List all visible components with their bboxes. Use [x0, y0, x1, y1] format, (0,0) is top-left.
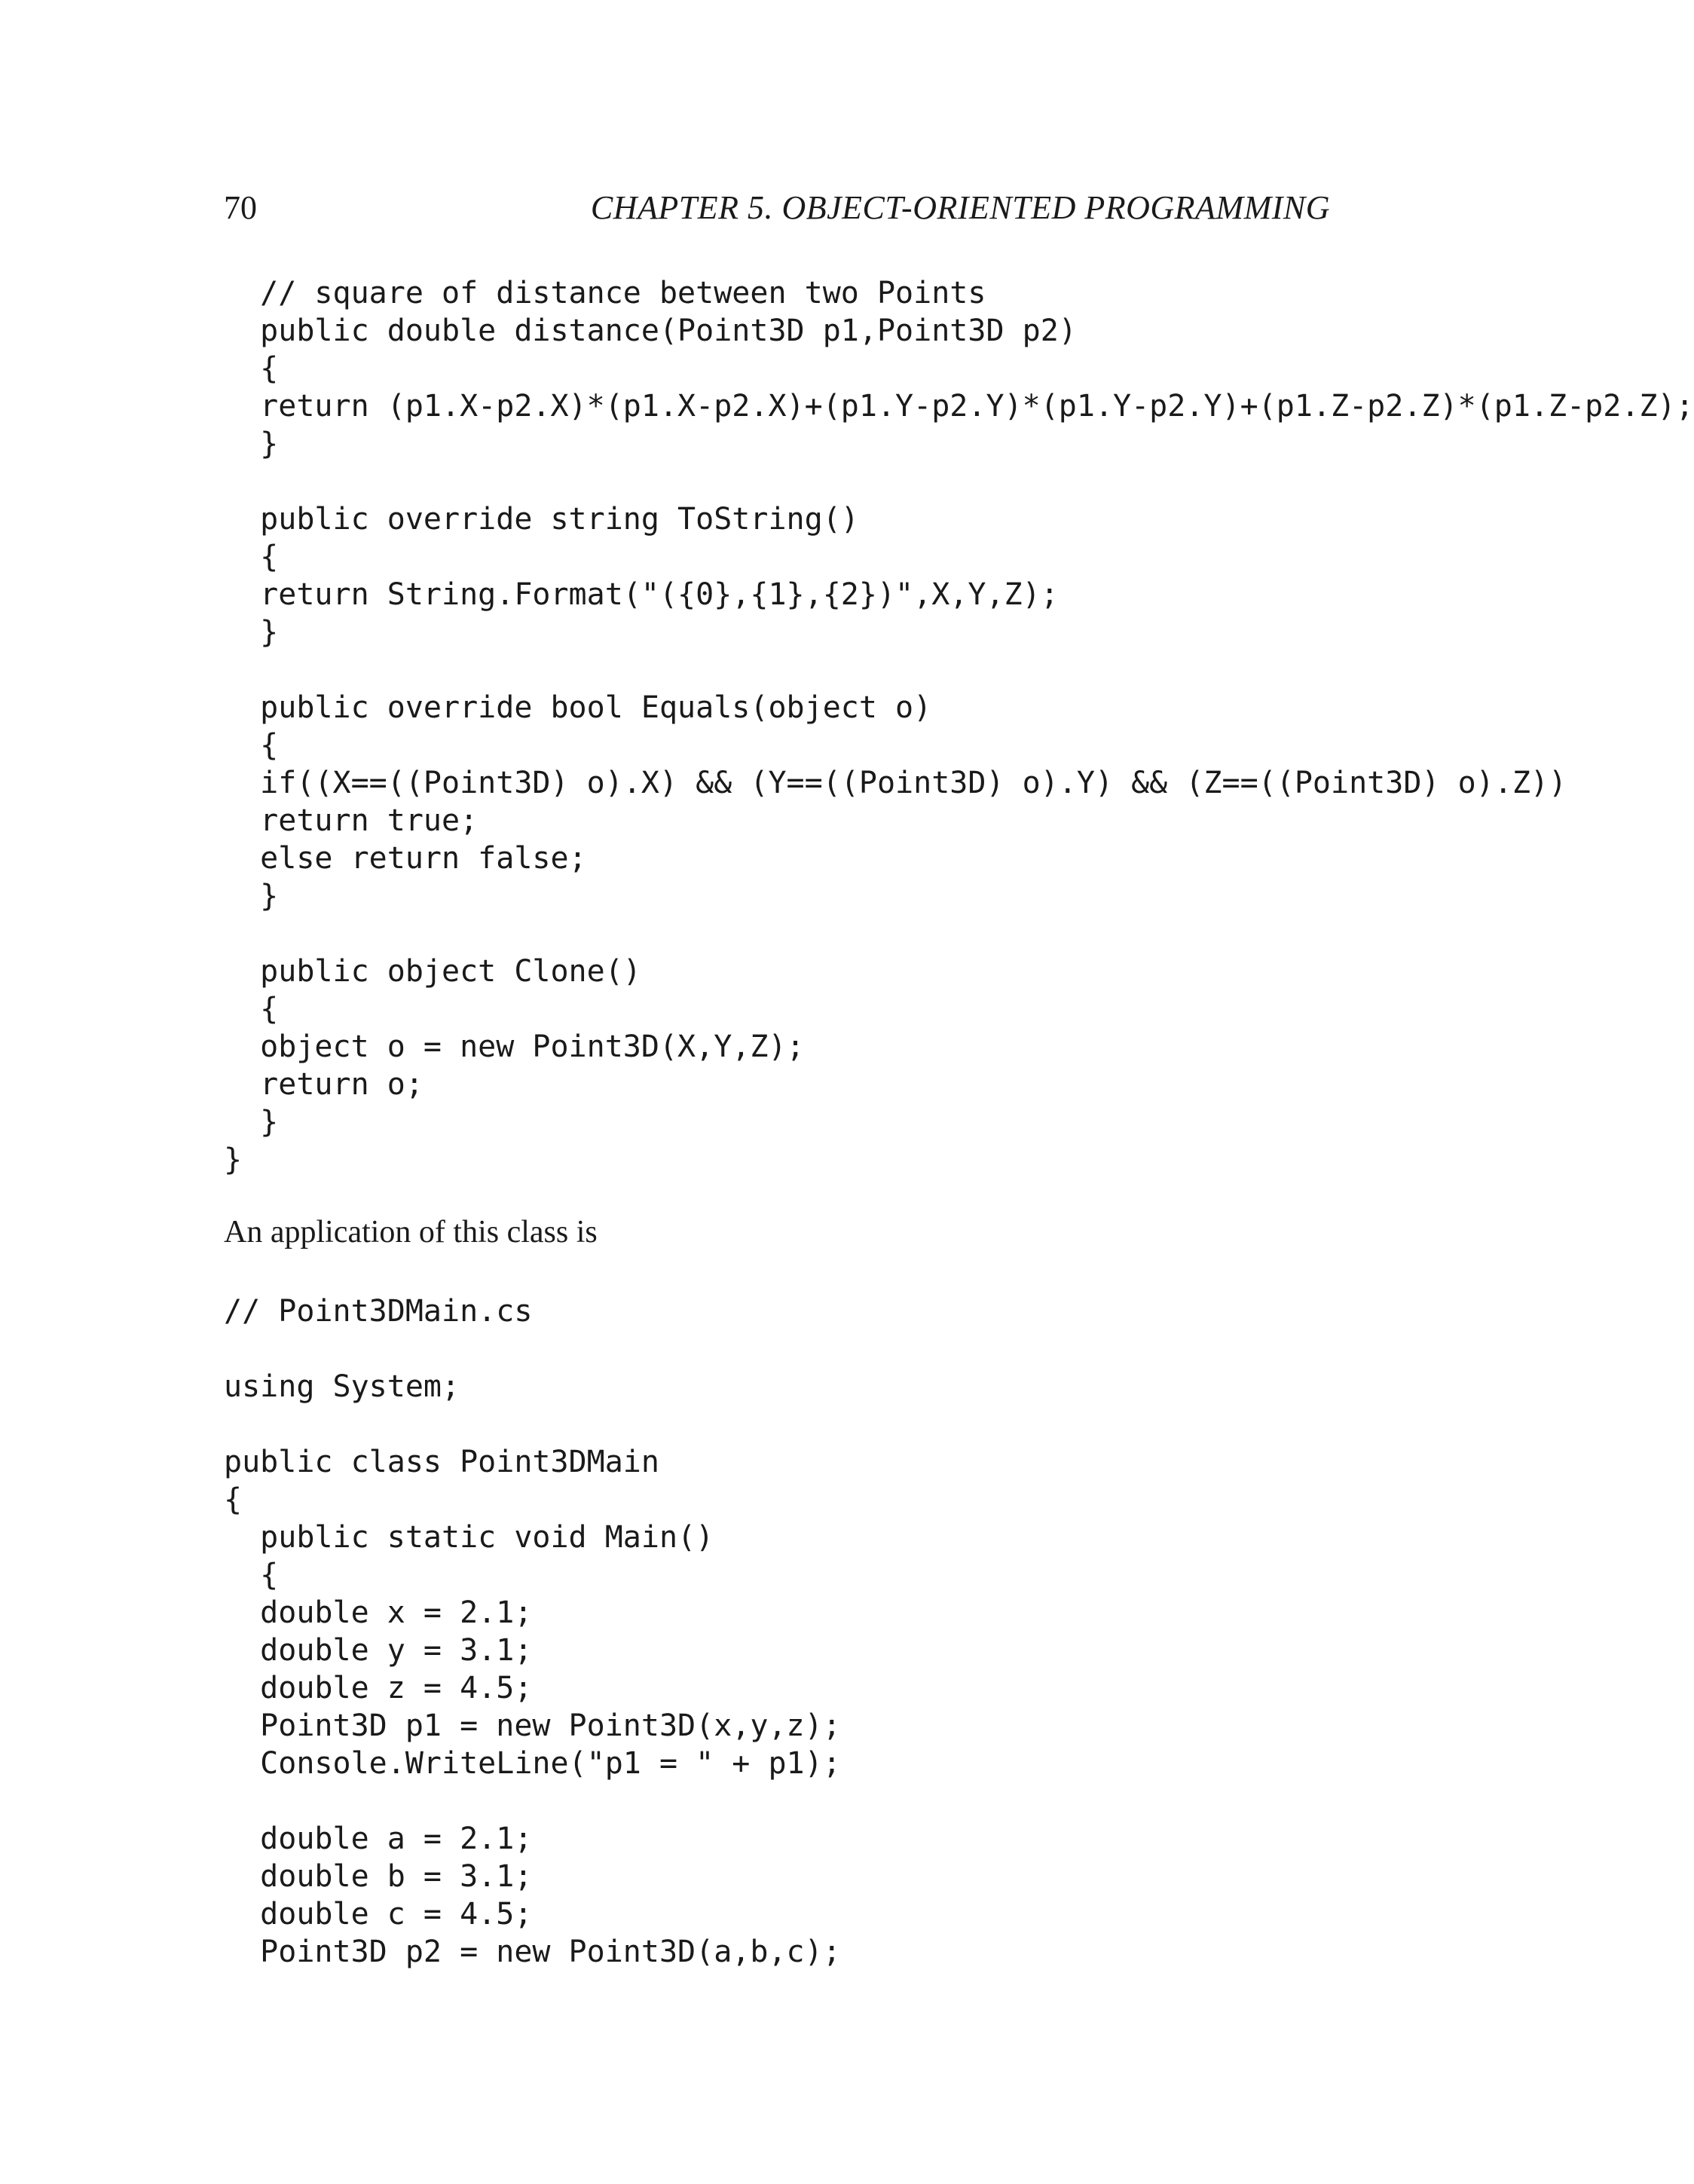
- code-line: {: [224, 540, 279, 574]
- code-line: [224, 1782, 841, 1820]
- code-line: public object Clone(): [224, 954, 641, 989]
- code-line: [224, 1406, 841, 1443]
- code-line: public double distance(Point3D p1,Point3D p2): [224, 314, 1077, 348]
- code-line: Point3D p1 = new Point3D(x,y,z);: [224, 1708, 841, 1743]
- code-line: }: [224, 1105, 279, 1139]
- code-line: double x = 2.1;: [224, 1595, 533, 1630]
- code-line: {: [224, 351, 279, 386]
- code-line: if((X==((Point3D) o).X) && (Y==((Point3D) o).Y) && (Z==((Point3D) o).Z)): [224, 766, 1567, 800]
- code-line: public static void Main(): [224, 1520, 714, 1555]
- code-line: public override string ToString(): [224, 502, 859, 537]
- code-line: return (p1.X-p2.X)*(p1.X-p2.X)+(p1.Y-p2.Y)*(p1.Y-p2.Y)+(p1.Z-p2.Z)*(p1.Z-p2.Z);: [224, 389, 1694, 424]
- code-line: // Point3DMain.cs: [224, 1294, 533, 1329]
- code-line: public override bool Equals(object o): [224, 690, 932, 725]
- code-line: [224, 915, 1694, 953]
- code-line: Console.WriteLine("p1 = " + p1);: [224, 1746, 841, 1781]
- code-line: {: [224, 1482, 243, 1517]
- code-line: [224, 651, 1694, 689]
- code-line: {: [224, 728, 279, 763]
- code-line: }: [224, 879, 279, 913]
- code-line: }: [224, 1142, 243, 1177]
- code-line: return true;: [224, 803, 479, 838]
- code-line: return String.Format("({0},{1},{2})",X,Y,Z);: [224, 577, 1059, 612]
- code-line: // square of distance between two Points: [224, 276, 986, 310]
- code-line: public class Point3DMain: [224, 1445, 659, 1479]
- code-line: {: [224, 1558, 279, 1592]
- code-line: {: [224, 992, 279, 1026]
- code-line: double c = 4.5;: [224, 1897, 533, 1932]
- code-line: double a = 2.1;: [224, 1822, 533, 1856]
- code-line: }: [224, 615, 279, 650]
- code-listing-point3d-methods: [224, 274, 1694, 1179]
- page-header: [224, 185, 1330, 231]
- code-line: using System;: [224, 1369, 460, 1404]
- code-line: double z = 4.5;: [224, 1671, 533, 1705]
- page-number: 70: [224, 189, 257, 226]
- code-listing-point3d-main: [224, 1292, 841, 1971]
- code-line: [224, 1330, 841, 1368]
- code-line: double y = 3.1;: [224, 1633, 533, 1668]
- running-title: CHAPTER 5. OBJECT-ORIENTED PROGRAMMING: [590, 189, 1330, 226]
- body-paragraph: An application of this class is: [224, 1215, 598, 1250]
- code-line: else return false;: [224, 841, 587, 876]
- code-line: object o = new Point3D(X,Y,Z);: [224, 1029, 805, 1064]
- code-line: return o;: [224, 1067, 424, 1102]
- code-line: }: [224, 427, 279, 461]
- code-line: [224, 463, 1694, 500]
- code-line: Point3D p2 = new Point3D(a,b,c);: [224, 1935, 841, 1969]
- code-line: double b = 3.1;: [224, 1859, 533, 1894]
